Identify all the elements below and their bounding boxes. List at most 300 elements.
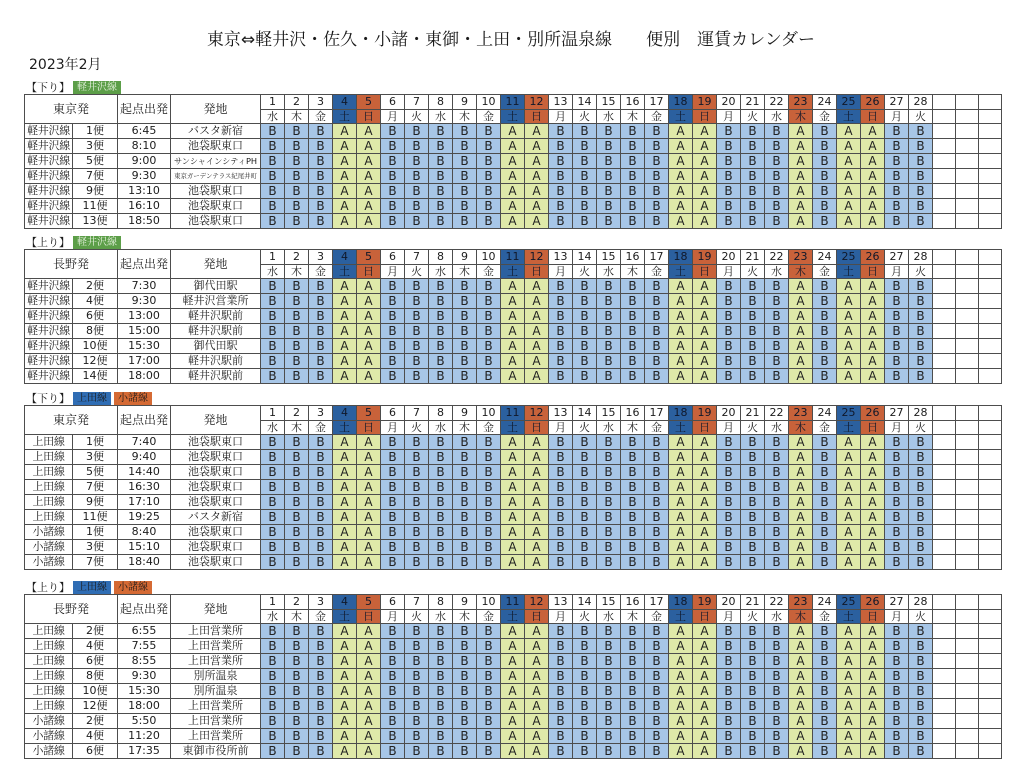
fare-cell-day-9: B — [453, 729, 477, 744]
fare-cell-day-2: B — [285, 555, 309, 570]
fare-cell-day-20: B — [717, 154, 741, 169]
fare-cell-day-18: A — [669, 495, 693, 510]
fare-cell-day-17: B — [645, 525, 669, 540]
fare-cell-day-7: B — [405, 369, 429, 384]
fare-cell-day-12: A — [525, 339, 549, 354]
fare-cell-day-12: A — [525, 214, 549, 229]
departure-time-cell: 17:00 — [118, 354, 171, 369]
fare-cell-day-14: B — [573, 495, 597, 510]
weekday-14: 火 — [573, 265, 597, 279]
fare-cell-day-13: B — [549, 139, 573, 154]
fare-cell-day-19: A — [693, 214, 717, 229]
day-number-12: 12 — [525, 250, 549, 265]
weekday-19: 日 — [693, 421, 717, 435]
fare-cell-day-28: B — [909, 214, 933, 229]
route-name-cell: 上田線 — [25, 465, 73, 480]
empty-header-cell — [933, 110, 956, 124]
empty-cell — [979, 279, 1002, 294]
fare-cell-day-2: B — [285, 339, 309, 354]
fare-cell-day-16: B — [621, 654, 645, 669]
fare-cell-day-13: B — [549, 639, 573, 654]
fare-cell-day-7: B — [405, 139, 429, 154]
fare-cell-day-23: A — [789, 279, 813, 294]
service-number-cell: 4便 — [73, 639, 118, 654]
fare-cell-day-7: B — [405, 199, 429, 214]
fare-cell-day-19: A — [693, 154, 717, 169]
fare-cell-day-23: A — [789, 744, 813, 759]
fare-cell-day-15: B — [597, 124, 621, 139]
fare-cell-day-24: B — [813, 450, 837, 465]
departure-time-cell: 13:00 — [118, 309, 171, 324]
fare-cell-day-18: A — [669, 639, 693, 654]
fare-cell-day-24: B — [813, 294, 837, 309]
origin-stop-cell: 上田営業所 — [171, 639, 261, 654]
fare-cell-day-16: B — [621, 169, 645, 184]
fare-cell-day-27: B — [885, 624, 909, 639]
fare-cell-day-10: B — [477, 510, 501, 525]
fare-cell-day-24: B — [813, 139, 837, 154]
fare-cell-day-11: A — [501, 465, 525, 480]
service-row — [25, 729, 1002, 744]
empty-cell — [956, 540, 979, 555]
fare-cell-day-19: A — [693, 729, 717, 744]
service-row — [25, 154, 1002, 169]
weekday-15: 水 — [597, 610, 621, 624]
fare-cell-day-28: B — [909, 525, 933, 540]
empty-cell — [933, 480, 956, 495]
fare-cell-day-8: B — [429, 324, 453, 339]
fare-cell-day-21: B — [741, 435, 765, 450]
service-number-cell: 7便 — [73, 480, 118, 495]
fare-cell-day-16: B — [621, 540, 645, 555]
day-number-25: 25 — [837, 250, 861, 265]
fare-cell-day-11: A — [501, 669, 525, 684]
fare-cell-day-15: B — [597, 684, 621, 699]
empty-cell — [956, 639, 979, 654]
fare-cell-day-14: B — [573, 324, 597, 339]
fare-cell-day-22: B — [765, 139, 789, 154]
fare-cell-day-10: B — [477, 744, 501, 759]
fare-cell-day-12: A — [525, 555, 549, 570]
fare-cell-day-21: B — [741, 369, 765, 384]
fare-cell-day-4: A — [333, 339, 357, 354]
fare-cell-day-18: A — [669, 339, 693, 354]
fare-cell-day-12: A — [525, 139, 549, 154]
day-number-8: 8 — [429, 250, 453, 265]
fare-cell-day-21: B — [741, 699, 765, 714]
fare-cell-day-20: B — [717, 294, 741, 309]
fare-cell-day-13: B — [549, 669, 573, 684]
fare-cell-day-10: B — [477, 540, 501, 555]
fare-cell-day-28: B — [909, 279, 933, 294]
fare-cell-day-13: B — [549, 294, 573, 309]
day-number-23: 23 — [789, 595, 813, 610]
weekday-6: 月 — [381, 421, 405, 435]
fare-cell-day-2: B — [285, 354, 309, 369]
fare-cell-day-14: B — [573, 339, 597, 354]
fare-cell-day-6: B — [381, 525, 405, 540]
fare-cell-day-12: A — [525, 435, 549, 450]
fare-cell-day-20: B — [717, 744, 741, 759]
fare-cell-day-1: B — [261, 435, 285, 450]
day-number-4: 4 — [333, 95, 357, 110]
empty-cell — [956, 124, 979, 139]
fare-cell-day-25: A — [837, 714, 861, 729]
fare-cell-day-26: A — [861, 684, 885, 699]
day-number-23: 23 — [789, 406, 813, 421]
day-number-19: 19 — [693, 95, 717, 110]
day-number-2: 2 — [285, 95, 309, 110]
departure-time-cell: 13:10 — [118, 184, 171, 199]
fare-cell-day-24: B — [813, 510, 837, 525]
fare-cell-day-11: A — [501, 624, 525, 639]
origin-stop-cell: 軽井沢駅前 — [171, 324, 261, 339]
fare-cell-day-11: A — [501, 154, 525, 169]
fare-cell-day-7: B — [405, 435, 429, 450]
empty-cell — [956, 465, 979, 480]
fare-cell-day-3: B — [309, 540, 333, 555]
service-row — [25, 555, 1002, 570]
fare-cell-day-10: B — [477, 669, 501, 684]
fare-cell-day-2: B — [285, 624, 309, 639]
fare-cell-day-9: B — [453, 214, 477, 229]
fare-cell-day-13: B — [549, 214, 573, 229]
weekday-25: 土 — [837, 421, 861, 435]
fare-cell-day-25: A — [837, 294, 861, 309]
fare-cell-day-26: A — [861, 744, 885, 759]
origin-stop-cell: 池袋駅東口 — [171, 184, 261, 199]
fare-cell-day-26: A — [861, 654, 885, 669]
fare-cell-day-2: B — [285, 369, 309, 384]
fare-cell-day-24: B — [813, 495, 837, 510]
fare-cell-day-18: A — [669, 369, 693, 384]
fare-cell-day-27: B — [885, 555, 909, 570]
empty-cell — [933, 369, 956, 384]
fare-cell-day-18: A — [669, 169, 693, 184]
fare-cell-day-8: B — [429, 510, 453, 525]
route-name-cell: 上田線 — [25, 639, 73, 654]
fare-cell-day-19: A — [693, 324, 717, 339]
fare-cell-day-25: A — [837, 555, 861, 570]
route-name-cell: 軽井沢線 — [25, 199, 73, 214]
fare-cell-day-28: B — [909, 435, 933, 450]
fare-cell-day-24: B — [813, 624, 837, 639]
fare-cell-day-10: B — [477, 435, 501, 450]
day-number-13: 13 — [549, 95, 573, 110]
weekday-5: 日 — [357, 110, 381, 124]
fare-cell-day-10: B — [477, 555, 501, 570]
origin-stop-cell: 御代田駅 — [171, 339, 261, 354]
fare-cell-day-21: B — [741, 525, 765, 540]
fare-cell-day-9: B — [453, 294, 477, 309]
fare-cell-day-3: B — [309, 214, 333, 229]
fare-cell-day-5: A — [357, 654, 381, 669]
fare-cell-day-4: A — [333, 124, 357, 139]
fare-cell-day-10: B — [477, 624, 501, 639]
fare-cell-day-11: A — [501, 354, 525, 369]
fare-cell-day-23: A — [789, 729, 813, 744]
fare-cell-day-11: A — [501, 495, 525, 510]
day-number-8: 8 — [429, 595, 453, 610]
empty-cell — [979, 654, 1002, 669]
fare-cell-day-19: A — [693, 540, 717, 555]
fare-cell-day-17: B — [645, 639, 669, 654]
departure-time-cell: 17:35 — [118, 744, 171, 759]
weekday-15: 水 — [597, 265, 621, 279]
empty-cell — [933, 435, 956, 450]
empty-cell — [979, 495, 1002, 510]
fare-cell-day-25: A — [837, 624, 861, 639]
empty-header-cell — [979, 250, 1002, 265]
fare-cell-day-4: A — [333, 169, 357, 184]
fare-cell-day-22: B — [765, 525, 789, 540]
fare-cell-day-1: B — [261, 540, 285, 555]
fare-cell-day-25: A — [837, 184, 861, 199]
fare-cell-day-20: B — [717, 684, 741, 699]
fare-cell-day-16: B — [621, 279, 645, 294]
fare-cell-day-21: B — [741, 339, 765, 354]
empty-header-cell — [979, 95, 1002, 110]
fare-cell-day-16: B — [621, 435, 645, 450]
fare-cell-day-9: B — [453, 654, 477, 669]
route-badge-karuizawa: 軽井沢線 — [73, 236, 121, 249]
fare-cell-day-16: B — [621, 669, 645, 684]
fare-cell-day-27: B — [885, 169, 909, 184]
fare-cell-day-22: B — [765, 294, 789, 309]
fare-cell-day-4: A — [333, 624, 357, 639]
fare-cell-day-26: A — [861, 714, 885, 729]
fare-cell-day-8: B — [429, 199, 453, 214]
fare-cell-day-24: B — [813, 339, 837, 354]
fare-cell-day-12: A — [525, 624, 549, 639]
day-number-7: 7 — [405, 406, 429, 421]
departure-time-cell: 6:55 — [118, 624, 171, 639]
fare-cell-day-11: A — [501, 369, 525, 384]
fare-cell-day-12: A — [525, 639, 549, 654]
fare-cell-day-11: A — [501, 139, 525, 154]
fare-cell-day-8: B — [429, 669, 453, 684]
fare-cell-day-17: B — [645, 199, 669, 214]
fare-cell-day-1: B — [261, 324, 285, 339]
empty-cell — [933, 729, 956, 744]
fare-cell-day-18: A — [669, 744, 693, 759]
day-number-5: 5 — [357, 595, 381, 610]
empty-cell — [956, 199, 979, 214]
empty-cell — [956, 669, 979, 684]
route-name-cell: 小諸線 — [25, 744, 73, 759]
fare-cell-day-19: A — [693, 654, 717, 669]
fare-cell-day-10: B — [477, 199, 501, 214]
fare-cell-day-5: A — [357, 669, 381, 684]
fare-cell-day-27: B — [885, 495, 909, 510]
fare-cell-day-24: B — [813, 279, 837, 294]
fare-cell-day-27: B — [885, 199, 909, 214]
fare-cell-day-15: B — [597, 339, 621, 354]
fare-cell-day-6: B — [381, 624, 405, 639]
fare-cell-day-5: A — [357, 450, 381, 465]
fare-cell-day-5: A — [357, 624, 381, 639]
weekday-6: 月 — [381, 610, 405, 624]
fare-cell-day-20: B — [717, 699, 741, 714]
fare-cell-day-2: B — [285, 540, 309, 555]
fare-cell-day-22: B — [765, 555, 789, 570]
fare-cell-day-4: A — [333, 540, 357, 555]
fare-cell-day-1: B — [261, 714, 285, 729]
departure-time-cell: 11:20 — [118, 729, 171, 744]
departure-time-cell: 15:30 — [118, 684, 171, 699]
fare-cell-day-25: A — [837, 324, 861, 339]
fare-cell-day-9: B — [453, 669, 477, 684]
fare-cell-day-15: B — [597, 139, 621, 154]
fare-cell-day-20: B — [717, 324, 741, 339]
empty-cell — [979, 669, 1002, 684]
fare-cell-day-17: B — [645, 480, 669, 495]
weekday-20: 月 — [717, 265, 741, 279]
fare-cell-day-3: B — [309, 124, 333, 139]
fare-cell-day-25: A — [837, 279, 861, 294]
fare-cell-day-14: B — [573, 684, 597, 699]
day-number-21: 21 — [741, 250, 765, 265]
fare-cell-day-21: B — [741, 480, 765, 495]
weekday-16: 木 — [621, 610, 645, 624]
service-number-cell: 1便 — [73, 124, 118, 139]
fare-cell-day-9: B — [453, 199, 477, 214]
fare-cell-day-19: A — [693, 435, 717, 450]
fare-cell-day-3: B — [309, 309, 333, 324]
empty-cell — [979, 744, 1002, 759]
fare-cell-day-6: B — [381, 294, 405, 309]
route-name-cell: 軽井沢線 — [25, 369, 73, 384]
fare-cell-day-18: A — [669, 309, 693, 324]
day-number-13: 13 — [549, 595, 573, 610]
empty-cell — [979, 154, 1002, 169]
fare-cell-day-21: B — [741, 510, 765, 525]
departure-time-cell: 15:10 — [118, 540, 171, 555]
fare-cell-day-4: A — [333, 324, 357, 339]
fare-cell-day-10: B — [477, 729, 501, 744]
fare-cell-day-17: B — [645, 169, 669, 184]
fare-cell-day-13: B — [549, 744, 573, 759]
fare-cell-day-19: A — [693, 480, 717, 495]
fare-cell-day-27: B — [885, 154, 909, 169]
empty-cell — [956, 169, 979, 184]
day-number-17: 17 — [645, 406, 669, 421]
weekday-7: 火 — [405, 110, 429, 124]
service-rows — [25, 124, 1002, 229]
service-number-cell: 2便 — [73, 624, 118, 639]
departure-time-cell: 18:50 — [118, 214, 171, 229]
day-number-28: 28 — [909, 406, 933, 421]
fare-cell-day-10: B — [477, 324, 501, 339]
fare-cell-day-8: B — [429, 139, 453, 154]
fare-cell-day-14: B — [573, 525, 597, 540]
weekday-25: 土 — [837, 265, 861, 279]
fare-cell-day-18: A — [669, 435, 693, 450]
fare-cell-day-21: B — [741, 214, 765, 229]
fare-cell-day-6: B — [381, 555, 405, 570]
fare-cell-day-26: A — [861, 279, 885, 294]
fare-cell-day-14: B — [573, 124, 597, 139]
service-number-cell: 10便 — [73, 339, 118, 354]
service-number-cell: 14便 — [73, 369, 118, 384]
fare-cell-day-2: B — [285, 279, 309, 294]
weekday-6: 月 — [381, 110, 405, 124]
fare-cell-day-12: A — [525, 525, 549, 540]
service-row — [25, 369, 1002, 384]
weekday-11: 土 — [501, 265, 525, 279]
fare-cell-day-12: A — [525, 480, 549, 495]
service-number-cell: 12便 — [73, 354, 118, 369]
fare-cell-day-27: B — [885, 339, 909, 354]
fare-cell-day-17: B — [645, 154, 669, 169]
origin-stop-cell: 池袋駅東口 — [171, 540, 261, 555]
service-number-cell: 11便 — [73, 510, 118, 525]
fare-cell-day-18: A — [669, 354, 693, 369]
fare-cell-day-5: A — [357, 435, 381, 450]
fare-cell-day-24: B — [813, 169, 837, 184]
fare-cell-day-8: B — [429, 495, 453, 510]
fare-cell-day-26: A — [861, 369, 885, 384]
fare-cell-day-3: B — [309, 139, 333, 154]
route-name-cell: 軽井沢線 — [25, 339, 73, 354]
fare-cell-day-27: B — [885, 435, 909, 450]
fare-cell-day-10: B — [477, 309, 501, 324]
fare-cell-day-2: B — [285, 510, 309, 525]
fare-cell-day-14: B — [573, 354, 597, 369]
weekday-1: 水 — [261, 610, 285, 624]
fare-cell-day-18: A — [669, 525, 693, 540]
fare-cell-day-22: B — [765, 124, 789, 139]
fare-cell-day-9: B — [453, 139, 477, 154]
weekday-9: 木 — [453, 610, 477, 624]
day-number-24: 24 — [813, 95, 837, 110]
fare-cell-day-18: A — [669, 510, 693, 525]
fare-cell-day-26: A — [861, 124, 885, 139]
fare-cell-day-14: B — [573, 309, 597, 324]
origin-stop-cell: 軽井沢駅前 — [171, 309, 261, 324]
fare-cell-day-13: B — [549, 540, 573, 555]
weekday-2: 木 — [285, 265, 309, 279]
fare-cell-day-6: B — [381, 744, 405, 759]
fare-cell-day-19: A — [693, 744, 717, 759]
empty-cell — [979, 465, 1002, 480]
fare-cell-day-16: B — [621, 154, 645, 169]
fare-cell-day-20: B — [717, 669, 741, 684]
weekday-28: 火 — [909, 421, 933, 435]
fare-cell-day-27: B — [885, 294, 909, 309]
empty-cell — [933, 669, 956, 684]
fare-cell-day-2: B — [285, 714, 309, 729]
fare-cell-day-3: B — [309, 510, 333, 525]
fare-cell-day-8: B — [429, 639, 453, 654]
origin-stop-cell: 池袋駅東口 — [171, 450, 261, 465]
fare-cell-day-13: B — [549, 124, 573, 139]
fare-cell-day-20: B — [717, 555, 741, 570]
fare-cell-day-13: B — [549, 339, 573, 354]
fare-calendar-table — [24, 405, 1002, 570]
fare-cell-day-12: A — [525, 294, 549, 309]
fare-cell-day-20: B — [717, 450, 741, 465]
day-number-13: 13 — [549, 406, 573, 421]
fare-cell-day-25: A — [837, 699, 861, 714]
fare-cell-day-3: B — [309, 154, 333, 169]
empty-cell — [933, 294, 956, 309]
weekday-26: 日 — [861, 610, 885, 624]
fare-cell-day-20: B — [717, 279, 741, 294]
departure-time-cell: 18:00 — [118, 369, 171, 384]
fare-cell-day-17: B — [645, 465, 669, 480]
day-number-26: 26 — [861, 595, 885, 610]
